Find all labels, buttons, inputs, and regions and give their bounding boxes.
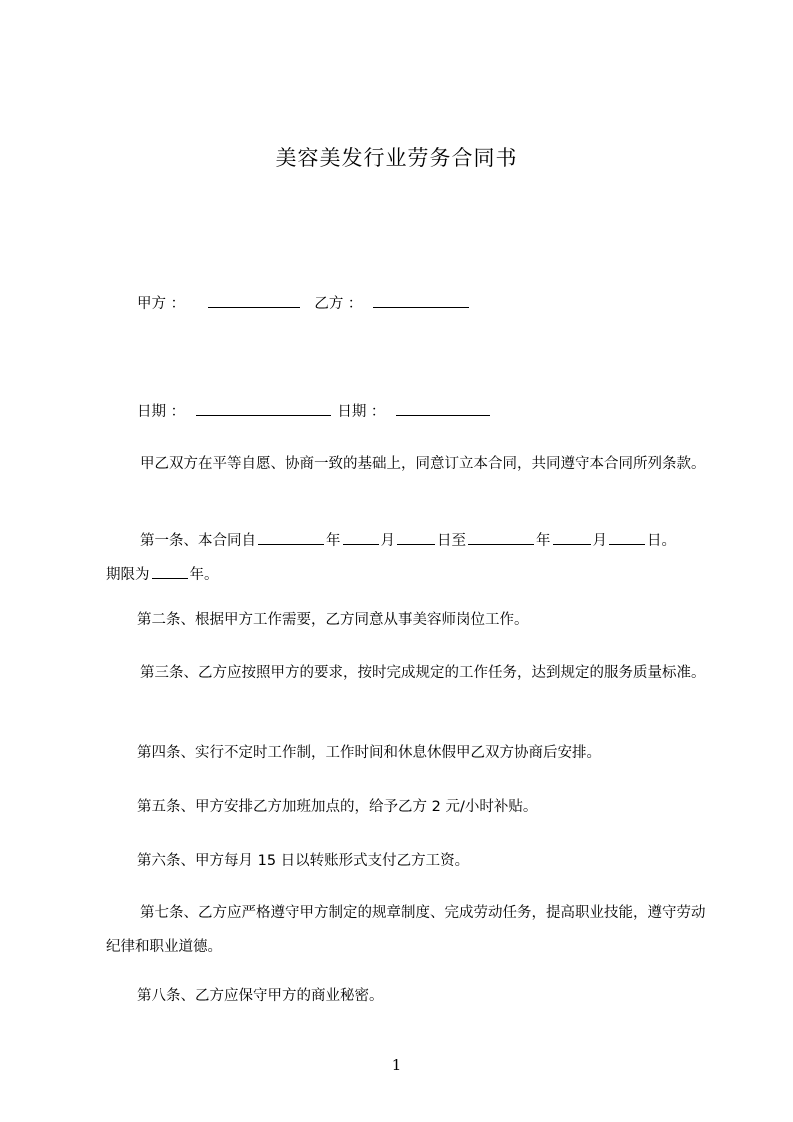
page-number: 1 — [391, 1056, 402, 1074]
date-a-blank — [196, 399, 331, 416]
date-b-label: 日期 ： — [337, 404, 386, 420]
party-a-label: 甲方 ： — [137, 296, 186, 312]
end-month-blank — [553, 528, 591, 545]
start-year-blank — [258, 528, 324, 545]
end-year-blank — [468, 528, 534, 545]
party-a-blank — [208, 291, 300, 308]
article-1-year1: 年 — [326, 533, 341, 549]
article-5: 第五条、甲方安排乙方加班加点的，给予乙方 2 元/小时补贴。 — [137, 799, 538, 815]
article-3 — [106, 656, 706, 690]
party-b-label: 乙方 ： — [314, 296, 363, 312]
party-b-blank — [373, 291, 469, 308]
intro-paragraph — [106, 447, 706, 481]
date-line — [137, 399, 492, 423]
article-4: 第四条、实行不定时工作制，工作时间和休息休假甲乙双方协商后安排。 — [137, 745, 601, 761]
date-a-label: 日期 ： — [137, 404, 186, 420]
article-1 — [106, 524, 706, 592]
article-7-text: 第七条、乙方应严格遵守甲方制定的规章制度、完成劳动任务，提高职业技能，遵守劳动纪律和职业道德。 — [106, 905, 706, 955]
article-1-day1: 日至 — [437, 533, 466, 549]
end-day-blank — [609, 528, 645, 545]
document-title: 美容美发行业劳务合同书 — [275, 146, 518, 170]
article-1-term-suffix: 年。 — [189, 567, 219, 583]
article-1-month2: 月 — [592, 533, 607, 549]
article-1-prefix: 第一条、本合同自 — [140, 533, 256, 549]
article-1-month1: 月 — [380, 533, 395, 549]
date-b-blank — [396, 399, 490, 416]
article-1-day2: 日。 — [647, 533, 676, 549]
article-3-text: 第三条、乙方应按照甲方的要求，按时完成规定的工作任务，达到规定的服务质量标准。 — [140, 665, 706, 681]
intro-text: 甲乙双方在平等自愿、协商一致的基础上，同意订立本合同，共同遵守本合同所列条款。 — [140, 456, 706, 472]
article-7 — [106, 896, 706, 964]
start-day-blank — [397, 528, 435, 545]
article-8: 第八条、乙方应保守甲方的商业秘密。 — [137, 988, 384, 1004]
start-month-blank — [343, 528, 379, 545]
article-1-year2: 年 — [536, 533, 551, 549]
party-line — [137, 291, 471, 315]
term-years-blank — [152, 562, 188, 579]
article-6: 第六条、甲方每月 15 日以转账形式支付乙方工资。 — [137, 853, 470, 869]
article-2: 第二条、根据甲方工作需要，乙方同意从事美容师岗位工作。 — [137, 612, 529, 628]
article-1-term-prefix: 期限为 — [106, 567, 150, 583]
